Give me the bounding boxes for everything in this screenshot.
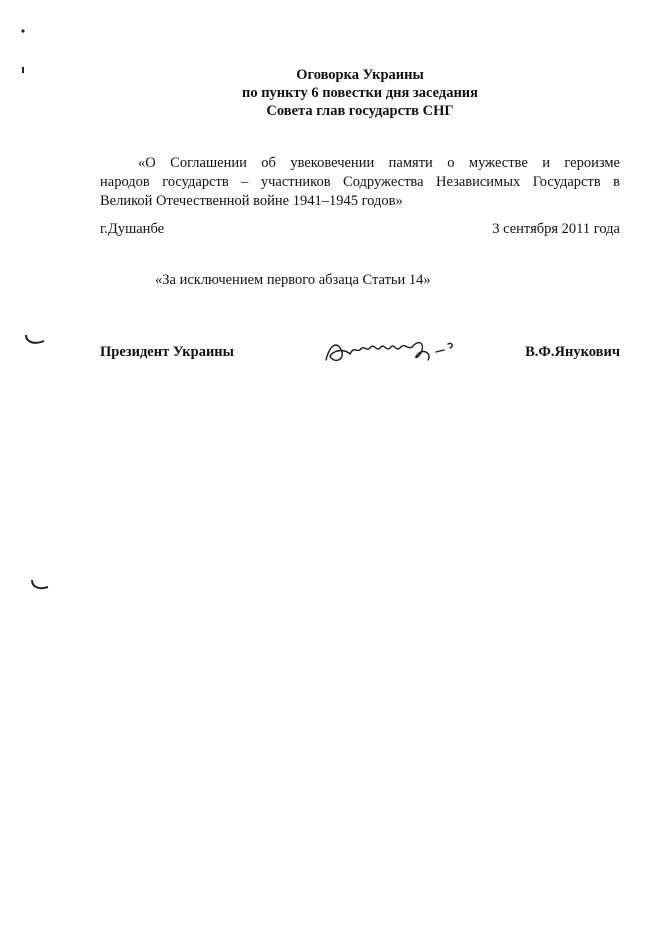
- handwritten-signature: [320, 330, 470, 370]
- heading-line: Совета глав государств СНГ: [266, 103, 454, 119]
- date: 3 сентября 2011 года: [492, 221, 620, 237]
- scan-mark: [20, 28, 28, 36]
- scan-mark: [30, 578, 50, 592]
- signatory-title: Президент Украины: [100, 344, 234, 360]
- document-heading: [0, 66, 666, 120]
- subject-line: народов государств – участников Содружества Независимых Государств в: [100, 174, 620, 190]
- subject-line: Великой Отечественной войне 1941–1945 годов»: [100, 193, 403, 209]
- agreement-subject: [100, 154, 620, 211]
- scan-mark: [24, 333, 46, 347]
- heading-line: по пункту 6 повестки дня заседания: [241, 85, 479, 101]
- place: г.Душанбе: [100, 221, 165, 237]
- heading-line: Оговорка Украины: [296, 67, 424, 83]
- reservation-text: «За исключением первого абзаца Статьи 14»: [155, 272, 431, 288]
- signatory-name: В.Ф.Янукович: [525, 344, 620, 360]
- subject-line: «О Соглашении об увековечении памяти о мужестве и героизме: [138, 155, 620, 171]
